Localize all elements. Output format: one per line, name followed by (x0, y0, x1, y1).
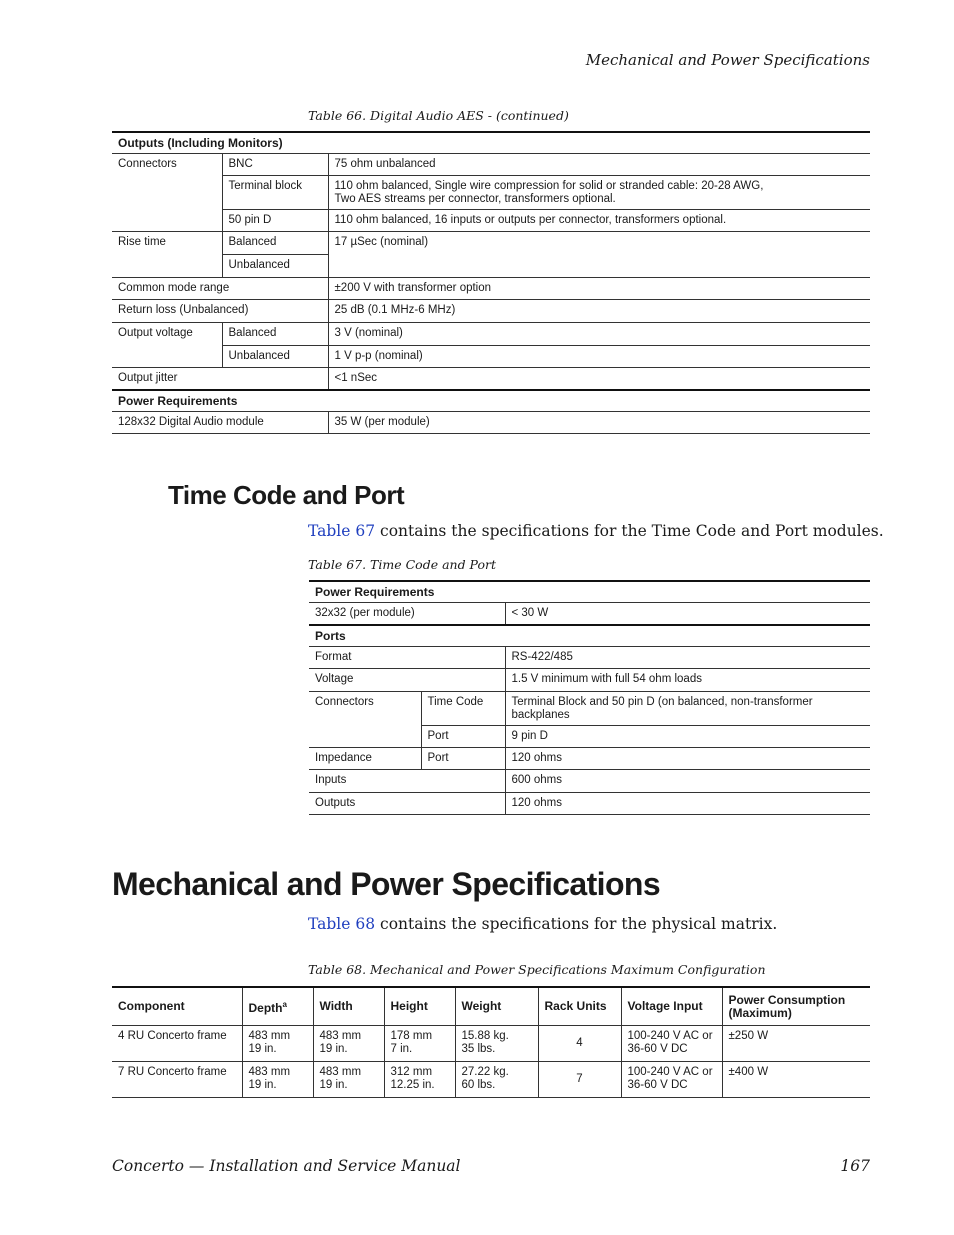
table-row-cell: 100-240 V AC or 36-60 V DC (621, 1061, 722, 1097)
table-row-cell: 4 RU Concerto frame (112, 1025, 242, 1061)
format-value: RS-422/485 (505, 646, 870, 668)
section-title-mechanical: Mechanical and Power Specifications (112, 866, 661, 902)
t67-connectors-label: Connectors (309, 691, 421, 747)
time-code-label: Time Code (421, 691, 505, 725)
mech-intro (308, 915, 777, 933)
output-jitter-label: Output jitter (112, 368, 328, 390)
bnc-label: BNC (222, 154, 328, 176)
table-row-cell: 483 mm 19 in. (313, 1025, 384, 1061)
table-row-cell: 7 RU Concerto frame (112, 1061, 242, 1097)
th-height: Height (384, 987, 455, 1025)
inputs-label: Inputs (309, 769, 505, 792)
inputs-value: 600 ohms (505, 769, 870, 792)
running-head: Mechanical and Power Specifications (585, 51, 870, 69)
per-module-label: 32x32 (per module) (309, 603, 505, 625)
t67-power-header: Power Requirements (309, 581, 870, 603)
port-value: 9 pin D (505, 725, 870, 747)
port-label: Port (421, 725, 505, 747)
common-mode-value: ±200 V with transformer option (328, 278, 870, 300)
return-loss-value: 25 dB (0.1 MHz-6 MHz) (328, 300, 870, 323)
output-jitter-value: <1 nSec (328, 368, 870, 390)
table67-link[interactable]: Table 67 (308, 522, 376, 540)
table66-caption: Table 66. Digital Audio AES - (continued) (308, 108, 569, 123)
common-mode-label: Common mode range (112, 278, 328, 300)
voltage-label: Voltage (309, 668, 505, 691)
bnc-value: 75 ohm unbalanced (328, 154, 870, 176)
rise-balanced-label: Balanced (222, 232, 328, 255)
table-row-cell: 15.88 kg. 35 lbs. (455, 1025, 538, 1061)
table68-caption: Table 68. Mechanical and Power Specifications Maximum Configuration (308, 962, 766, 977)
table-row-cell: 4 (538, 1025, 621, 1061)
th-rack-units: Rack Units (538, 987, 621, 1025)
voltage-value: 1.5 V minimum with full 54 ohm loads (505, 668, 870, 691)
footer-title: Concerto — Installation and Service Manual (112, 1157, 461, 1175)
pin50-label: 50 pin D (222, 210, 328, 232)
ov-balanced-value: 3 V (nominal) (328, 323, 870, 346)
timecode-intro-text: contains the specifications for the Time Code and Port modules. (375, 522, 884, 540)
section-title-timecode: Time Code and Port (168, 480, 405, 510)
module-label: 128x32 Digital Audio module (112, 411, 328, 433)
table-row-cell: ±400 W (722, 1061, 870, 1097)
impedance-port-value: 120 ohms (505, 747, 870, 769)
th-width: Width (313, 987, 384, 1025)
rise-time-label: Rise time (112, 232, 222, 278)
ov-unbalanced-value: 1 V p-p (nominal) (328, 346, 870, 368)
return-loss-label: Return loss (Unbalanced) (112, 300, 328, 323)
table-row-cell: 178 mm 7 in. (384, 1025, 455, 1061)
format-label: Format (309, 646, 505, 668)
pin50-value: 110 ohm balanced, 16 inputs or outputs per connector, transformers optional. (328, 210, 870, 232)
table68 (112, 986, 870, 1098)
outputs-header: Outputs (Including Monitors) (112, 132, 870, 154)
connectors-label: Connectors (112, 154, 222, 232)
per-module-value: < 30 W (505, 603, 870, 625)
rise-unbalanced-label: Unbalanced (222, 255, 328, 278)
table-row-cell: 483 mm 19 in. (242, 1061, 313, 1097)
module-value: 35 W (per module) (328, 411, 870, 433)
table-row-cell: ±250 W (722, 1025, 870, 1061)
outputs-value: 120 ohms (505, 792, 870, 814)
th-voltage-input: Voltage Input (621, 987, 722, 1025)
th-depth (242, 987, 313, 1025)
th-depth-footnote: a (282, 1000, 287, 1010)
impedance-label: Impedance (309, 747, 421, 769)
terminal-block-value: 110 ohm balanced, Single wire compression for solid or stranded cable: 20-28 AWG, Two AES streams per connector, transformers optional. (328, 176, 870, 210)
mech-intro-text: contains the specifications for the physical matrix. (375, 915, 778, 933)
table68-link[interactable]: Table 68 (308, 915, 376, 933)
table-row-cell: 483 mm 19 in. (242, 1025, 313, 1061)
terminal-block-label: Terminal block (222, 176, 328, 210)
timecode-intro (308, 522, 884, 540)
th-power-consumption: Power Consumption (Maximum) (722, 987, 870, 1025)
table-row-cell: 7 (538, 1061, 621, 1097)
table-row-cell: 312 mm 12.25 in. (384, 1061, 455, 1097)
ov-balanced-label: Balanced (222, 323, 328, 346)
impedance-port-label: Port (421, 747, 505, 769)
output-voltage-label: Output voltage (112, 323, 222, 368)
th-weight: Weight (455, 987, 538, 1025)
table67 (309, 580, 870, 815)
table66 (112, 131, 870, 434)
page-number: 167 (840, 1157, 870, 1175)
power-header: Power Requirements (112, 390, 870, 412)
th-component: Component (112, 987, 242, 1025)
table-row-cell: 483 mm 19 in. (313, 1061, 384, 1097)
rise-balanced-value: 17 µSec (nominal) (328, 232, 870, 278)
th-depth-label: Depth (248, 1001, 283, 1016)
table-row-cell: 100-240 V AC or 36-60 V DC (621, 1025, 722, 1061)
ports-header: Ports (309, 625, 870, 647)
time-code-value: Terminal Block and 50 pin D (on balanced, non-transformer backplanes (505, 691, 870, 725)
table67-caption: Table 67. Time Code and Port (308, 557, 496, 572)
outputs-label: Outputs (309, 792, 505, 814)
table-row-cell: 27.22 kg. 60 lbs. (455, 1061, 538, 1097)
ov-unbalanced-label: Unbalanced (222, 346, 328, 368)
